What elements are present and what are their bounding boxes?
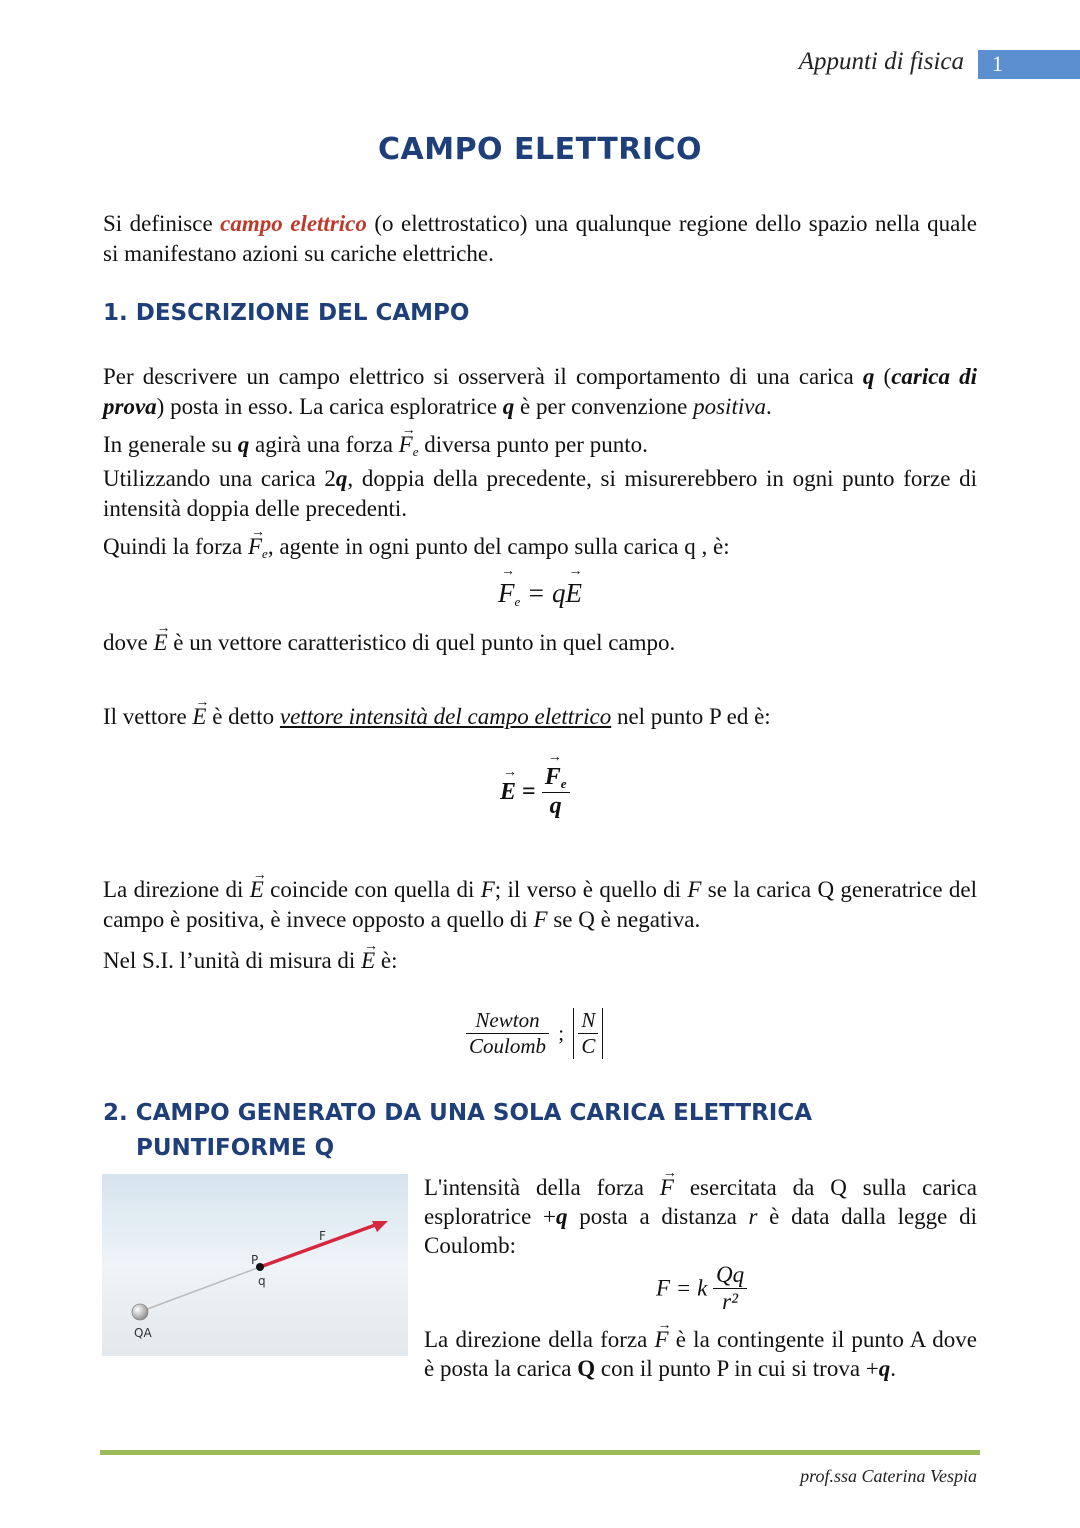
s1-paragraph-7	[103, 875, 977, 935]
text: se Q è negativa.	[547, 907, 701, 932]
s1-paragraph-2	[103, 430, 977, 467]
equals-sign: =	[522, 778, 536, 805]
equals-q: = q	[520, 578, 566, 608]
s1-paragraph-6	[103, 702, 977, 732]
vector-e: → E	[153, 628, 167, 658]
text: Quindi la forza	[103, 534, 248, 559]
section1-heading: 1. DESCRIZIONE DEL CAMPO	[103, 300, 470, 326]
text: ; il verso è quello di	[494, 877, 688, 902]
vector-f: → F	[660, 1173, 674, 1202]
vector-fe	[545, 764, 567, 792]
text: ) posta in esso. La carica esploratrice	[156, 394, 503, 419]
text: agirà una forza	[249, 432, 399, 457]
var-f: F	[687, 877, 702, 902]
unit-denominator: C	[581, 1034, 596, 1058]
text: diversa punto per punto.	[418, 432, 648, 457]
numerator	[542, 764, 570, 793]
text: è un vettore caratteristico di quel punto in quel campo.	[167, 630, 676, 655]
var-q: q	[555, 1204, 568, 1229]
unit-fraction-words	[466, 1008, 549, 1059]
vector-e: → E	[192, 702, 206, 732]
vector-e: → E	[500, 779, 516, 806]
var-Q: Q	[577, 1356, 596, 1381]
text: (	[874, 364, 892, 389]
text: La direzione di	[103, 877, 250, 902]
text: (o elettrostatico) una qualunque regione dello spazio nella quale si manifestano azioni su cariche elettriche.	[103, 211, 977, 266]
page-title: CAMPO ELETTRICO	[377, 132, 703, 167]
s2-paragraph-1	[424, 1173, 977, 1260]
charge-qa-sphere	[132, 1304, 148, 1320]
unit-numerator: N	[578, 1008, 598, 1034]
unit-denominator: Coulomb	[469, 1034, 547, 1058]
equation-e-fe-over-q	[500, 764, 570, 820]
subscript: e	[412, 444, 419, 459]
numerator: Qq	[713, 1262, 747, 1289]
section2-heading-line2: PUNTIFORME Q	[136, 1135, 335, 1161]
text: Il vettore	[103, 704, 193, 729]
text: è:	[375, 948, 398, 973]
term-campo-elettrico: campo elettrico	[220, 211, 367, 236]
var-q: q	[335, 466, 348, 491]
page-number: 1	[992, 51, 1003, 76]
symbol: F	[247, 534, 263, 559]
label-q: q	[258, 1274, 266, 1288]
header-title: Appunti di fisica	[798, 48, 964, 75]
footer-divider	[100, 1450, 980, 1455]
s1-paragraph-3	[103, 464, 977, 524]
s1-paragraph-5	[103, 628, 977, 658]
fraction	[542, 764, 570, 820]
equation-fe-qe	[498, 578, 582, 610]
text: La direzione della forza	[424, 1327, 655, 1352]
separator: ;	[558, 1021, 565, 1045]
denominator: r²	[722, 1289, 739, 1314]
section2-heading-line1: 2. CAMPO GENERATO DA UNA SOLA CARICA ELETTRICA	[103, 1100, 813, 1126]
text: Utilizzando una carica 2	[103, 466, 336, 491]
denominator: q	[549, 793, 562, 819]
var-q: q	[878, 1356, 891, 1381]
text: nel punto P ed è:	[611, 704, 771, 729]
var-q: q	[237, 432, 250, 457]
vector-fe	[248, 532, 268, 569]
term-carica-di-prova: carica di prova	[103, 364, 977, 419]
text: .	[890, 1356, 897, 1381]
unit-expression	[466, 1008, 603, 1059]
text: posta a distanza	[567, 1204, 749, 1229]
label-p: P	[251, 1253, 259, 1267]
text: è per convenzione	[514, 394, 694, 419]
text: se la carica Q generatrice del campo è positiva, è invece opposto a quello di	[103, 877, 978, 932]
text: dove	[103, 630, 154, 655]
s2-paragraph-2	[424, 1325, 977, 1383]
symbol: F	[544, 764, 561, 790]
label-f: F	[319, 1229, 326, 1243]
var-f: F	[533, 907, 548, 932]
text: , doppia della precedente, si misurerebbero in ogni punto forze di intensità doppia delle precedenti.	[103, 466, 978, 521]
vector-e: → E	[361, 946, 375, 976]
text: con il punto P in cui si trova +	[595, 1356, 879, 1381]
term-positiva: positiva	[693, 394, 766, 419]
text: è detto	[206, 704, 280, 729]
text: è data dalla legge di Coulomb:	[424, 1204, 977, 1258]
subscript: e	[560, 776, 567, 791]
var-f: F	[480, 877, 495, 902]
figure-svg	[102, 1174, 408, 1356]
coulomb-equation	[656, 1262, 747, 1315]
text: è la contingente il punto A dove è posta la carica	[424, 1327, 977, 1381]
unit-numerator: Newton	[466, 1008, 549, 1034]
symbol: F	[498, 578, 515, 608]
vector-fe	[399, 430, 419, 467]
text: Per descrivere un campo elettrico si osserverà il comportamento di una carica	[103, 364, 863, 389]
symbol: F	[398, 432, 413, 457]
text: coincide con quella di	[263, 877, 481, 902]
vector-fe	[498, 578, 520, 610]
s1-paragraph-4	[103, 532, 977, 569]
intro-paragraph	[103, 209, 977, 269]
text: In generale su	[103, 432, 238, 457]
label-qa: QA	[134, 1326, 152, 1340]
vector-e: → E	[566, 578, 583, 609]
s1-paragraph-1	[103, 362, 977, 422]
text: Si definisce	[103, 211, 221, 236]
var-r: r	[748, 1204, 758, 1229]
s1-paragraph-8	[103, 946, 977, 976]
coulomb-fraction	[713, 1262, 747, 1315]
text: L'intensità della forza	[424, 1175, 660, 1200]
text: , agente in ogni punto del campo sulla carica q , è:	[267, 534, 730, 559]
vector-e: → E	[250, 875, 264, 905]
unit-bracket	[573, 1008, 603, 1059]
var-q: q	[502, 394, 515, 419]
subscript: e	[514, 594, 521, 609]
text: Nel S.I. l’unità di misura di	[103, 948, 362, 973]
text: .	[765, 394, 772, 419]
var-q: q	[862, 364, 875, 389]
term-vettore-intensita: vettore intensità del campo elettrico	[279, 704, 612, 729]
vector-f: → F	[655, 1325, 669, 1354]
footer-author: prof.ssa Caterina Vespia	[800, 1466, 977, 1486]
unit-fraction-symbols	[578, 1008, 598, 1059]
page-number-badge	[978, 50, 1080, 79]
subscript: e	[262, 546, 268, 561]
equation-lhs: F = k	[656, 1275, 708, 1301]
coulomb-figure	[102, 1174, 408, 1356]
text: esercitata da Q sulla carica esploratrice +	[424, 1175, 977, 1229]
